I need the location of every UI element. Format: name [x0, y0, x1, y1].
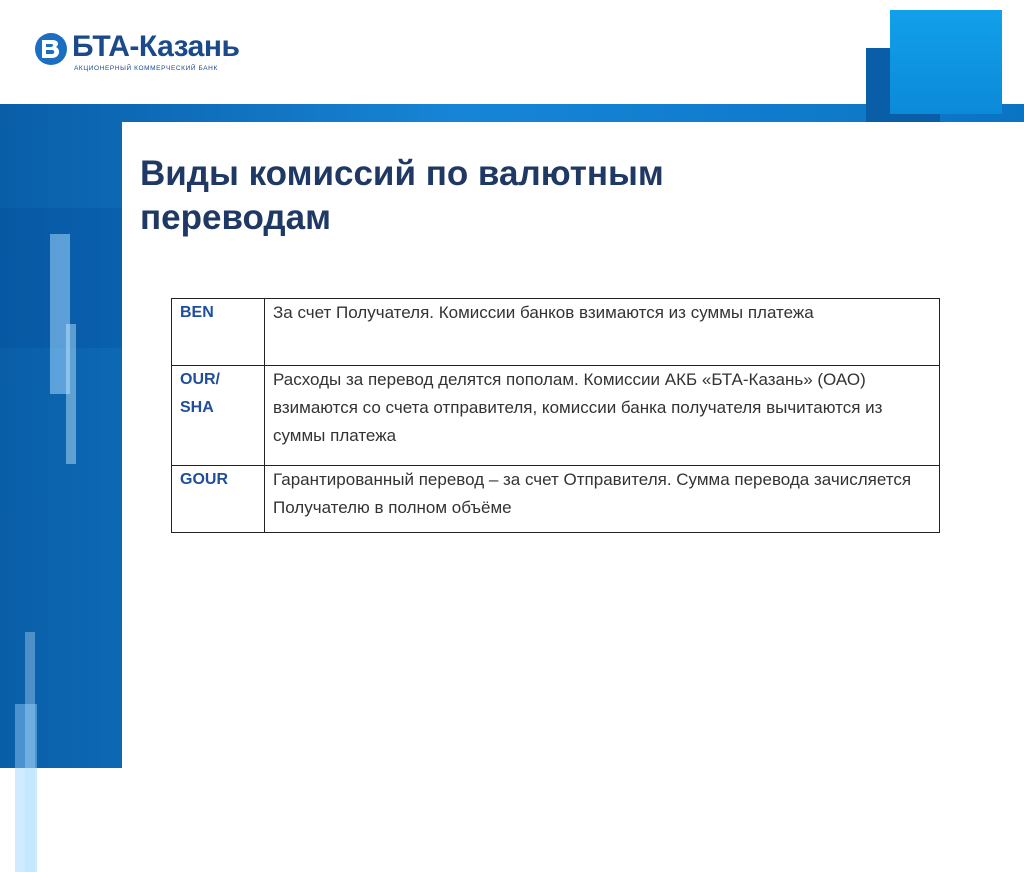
logo-subtitle: АКЦИОНЕРНЫЙ КОММЕРЧЕСКИЙ БАНК: [74, 65, 218, 72]
commission-types-table: [171, 298, 940, 533]
commission-code: BEN: [172, 299, 265, 366]
bank-logo: [34, 30, 240, 80]
commission-code: GOUR: [172, 466, 265, 533]
commission-description: Гарантированный перевод – за счет Отправителя. Сумма перевода зачисляется Получателю в полном объёме: [265, 466, 940, 533]
table-row: [172, 466, 940, 533]
logo-mark-icon: [34, 32, 68, 66]
commission-code: OUR/ SHA: [172, 366, 265, 466]
page-title: Виды комиссий по валютным переводам: [140, 154, 664, 237]
table-row: [172, 299, 940, 366]
decor-corner-block: [890, 10, 1002, 114]
table-row: [172, 366, 940, 466]
decor-stripe: [66, 324, 76, 464]
decor-stripe: [15, 704, 37, 872]
commission-description: Расходы за перевод делятся пополам. Комиссии АКБ «БТА-Казань» (ОАО) взимаются со счета отправителя, комиссии банка получателя вычитаются из суммы платежа: [265, 366, 940, 466]
logo-name: БТА-Казань: [72, 30, 240, 63]
commission-description: За счет Получателя. Комиссии банков взимаются из суммы платежа: [265, 299, 940, 366]
